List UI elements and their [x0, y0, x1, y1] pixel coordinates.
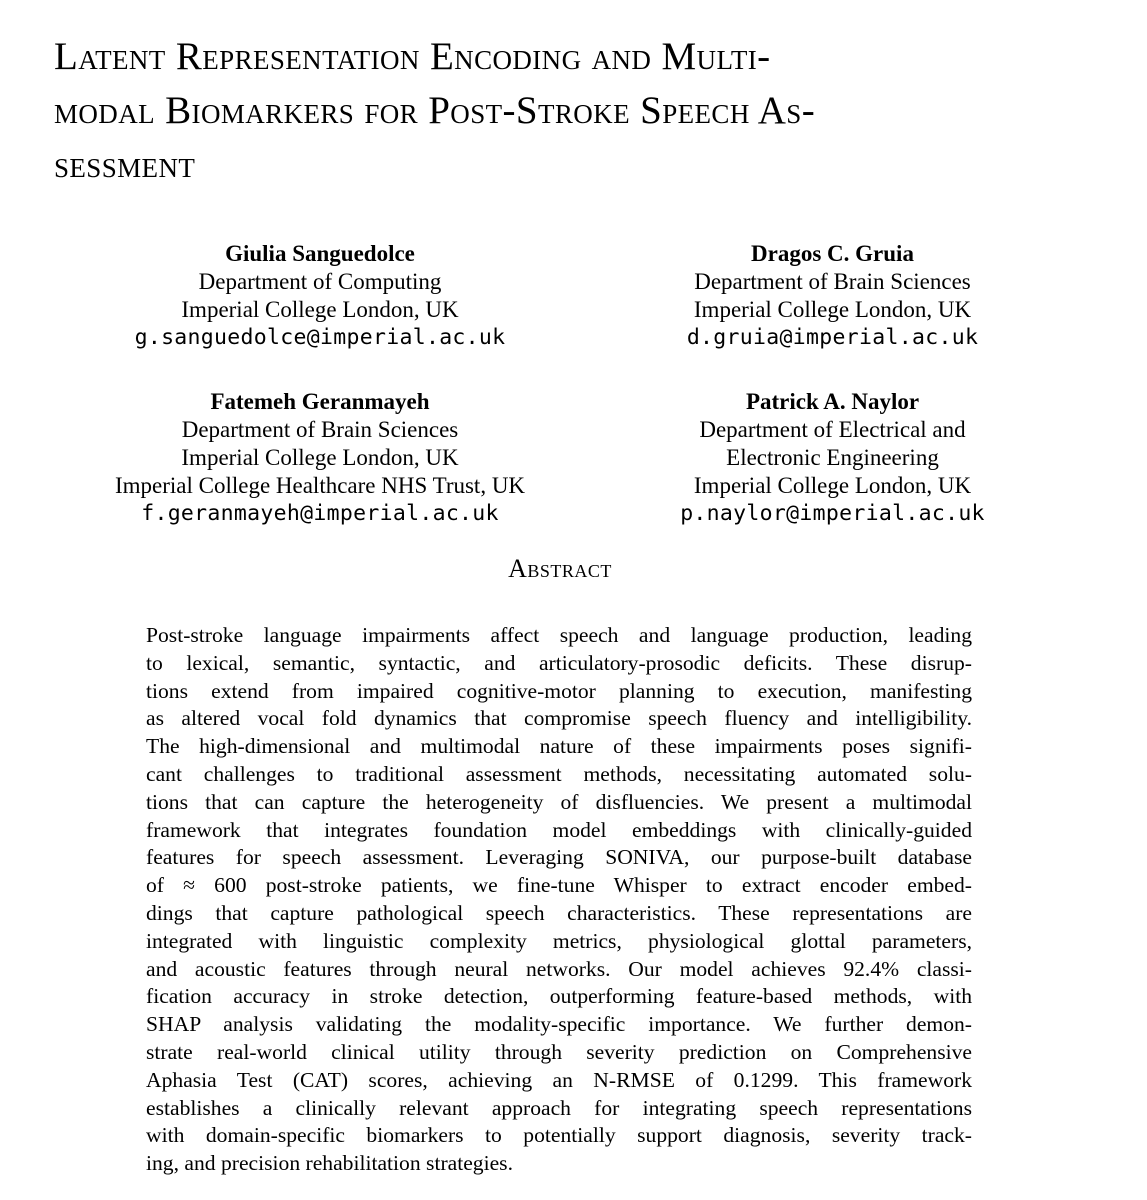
- author-email: d.gruia@imperial.ac.uk: [686, 325, 979, 350]
- paper-title: [54, 30, 1094, 192]
- author-email: f.geranmayeh@imperial.ac.uk: [141, 501, 499, 526]
- abstract-line: tions extend from impaired cognitive-motor planning to execution, manifesting: [146, 678, 972, 703]
- abstract-line: tions that can capture the heterogeneity of disfluencies. We present a multimodal: [146, 789, 972, 814]
- author-affiliation-line: Imperial College London, UK: [181, 445, 459, 470]
- author-affiliation-line: Imperial College London, UK: [181, 297, 459, 322]
- abstract-line: The high-dimensional and multimodal nature of these impairments poses signifi-: [146, 734, 972, 759]
- author-affiliation-line: Imperial College London, UK: [693, 473, 972, 498]
- title-line: sessment: [54, 143, 196, 186]
- abstract-line: cant challenges to traditional assessment methods, necessitating automated solu-: [146, 761, 972, 786]
- author-affiliation-line: Imperial College Healthcare NHS Trust, UK: [114, 473, 526, 498]
- abstract-line: integrated with linguistic complexity metrics, physiological glottal parameters,: [146, 928, 972, 953]
- abstract-line: as altered vocal fold dynamics that compromise speech fluency and intelligibility.: [146, 706, 972, 731]
- abstract-body: [146, 622, 972, 1178]
- author-name: Fatemeh Geranmayeh: [210, 389, 430, 414]
- author-affiliation-line: Imperial College London, UK: [693, 297, 972, 322]
- author-affiliation-line: Department of Computing: [198, 269, 442, 294]
- author-block: [580, 240, 1085, 352]
- author-block: [580, 388, 1085, 528]
- abstract-line: dings that capture pathological speech characteristics. These representations are: [146, 900, 972, 925]
- title-line: Latent Representation Encoding and Multi-: [54, 35, 771, 78]
- title-line: modal Biomarkers for Post-Stroke Speech As-: [54, 89, 816, 132]
- author-email: g.sanguedolce@imperial.ac.uk: [134, 325, 506, 350]
- abstract-line: SHAP analysis validating the modality-specific importance. We further demon-: [146, 1012, 972, 1037]
- author-affiliation-line: Electronic Engineering: [726, 445, 939, 470]
- abstract-line: establishes a clinically relevant approach for integrating speech representations: [146, 1095, 972, 1120]
- abstract-line: and acoustic features through neural networks. Our model achieves 92.4% classi-: [146, 956, 972, 981]
- abstract-line: fication accuracy in stroke detection, outperforming feature-based methods, with: [146, 984, 972, 1009]
- abstract-line: features for speech assessment. Leveraging SONIVA, our purpose-built database: [146, 845, 972, 870]
- abstract-line: ing, and precision rehabilitation strategies.: [146, 1151, 513, 1176]
- abstract-line: with domain-specific biomarkers to potentially support diagnosis, severity track-: [146, 1123, 972, 1148]
- author-affiliation-line: Department of Electrical and: [699, 417, 966, 442]
- author-email: p.naylor@imperial.ac.uk: [680, 501, 985, 526]
- abstract-line: of ≈ 600 post-stroke patients, we fine-tune Whisper to extract encoder embed-: [146, 873, 972, 898]
- abstract-line: to lexical, semantic, syntactic, and articulatory-prosodic deficits. These disrup-: [146, 650, 972, 675]
- author-name: Giulia Sanguedolce: [225, 241, 415, 266]
- author-block: [70, 388, 570, 528]
- author-name: Patrick A. Naylor: [745, 389, 920, 414]
- abstract-line: Aphasia Test (CAT) scores, achieving an N-RMSE of 0.1299. This framework: [146, 1067, 972, 1092]
- abstract-line: framework that integrates foundation model embeddings with clinically-guided: [146, 817, 972, 842]
- abstract-line: Post-stroke language impairments affect speech and language production, leading: [146, 623, 972, 647]
- author-name: Dragos C. Gruia: [751, 241, 914, 266]
- author-affiliation-line: Department of Brain Sciences: [181, 417, 459, 442]
- abstract-heading: Abstract: [508, 554, 612, 583]
- author-block: [70, 240, 570, 352]
- author-affiliation-line: Department of Brain Sciences: [694, 269, 971, 294]
- abstract-line: strate real-world clinical utility through severity prediction on Comprehensive: [146, 1039, 972, 1064]
